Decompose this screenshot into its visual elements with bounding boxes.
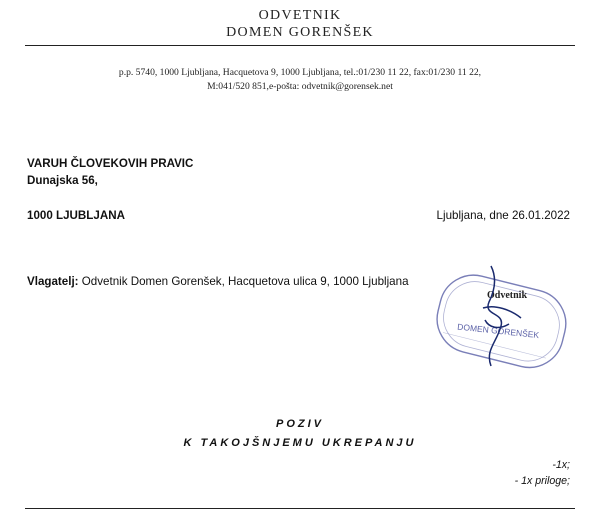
enclosure-copies: -1x; <box>552 459 570 471</box>
document-title-line-2: K TAKOJŠNJEMU UKREPANJU <box>183 437 417 449</box>
letterhead-firm-name: DOMEN GORENŠEK <box>226 25 374 40</box>
applicant-value: Odvetnik Domen Gorenšek, Hacquetova ulica 9, 1000 Ljubljana <box>78 275 409 288</box>
letterhead-contact-line-2: M:041/520 851,e-pošta: odvetnik@gorensek.net <box>207 81 393 92</box>
law-office-stamp <box>425 258 580 388</box>
letterhead-firm-type: ODVETNIK <box>258 8 342 23</box>
enclosure-attachments: - 1x priloge; <box>514 475 570 487</box>
document-title-line-1: POZIV <box>275 418 324 430</box>
recipient-street: Dunajska 56, <box>27 174 98 187</box>
recipient-city: 1000 LJUBLJANA <box>27 209 125 222</box>
recipient-name: VARUH ČLOVEKOVIH PRAVIC <box>27 157 194 170</box>
applicant-label: Vlagatelj: <box>27 275 79 288</box>
applicant-line <box>27 275 409 288</box>
bottom-divider <box>25 508 575 509</box>
stamp-top-text: Odvetnik <box>487 290 528 301</box>
letterhead-contact-line-1: p.p. 5740, 1000 Ljubljana, Hacquetova 9, 1000 Ljubljana, tel.:01/230 11 22, fax:01/230 11 22, <box>118 67 482 78</box>
date-line: Ljubljana, dne 26.01.2022 <box>436 209 570 222</box>
letterhead-divider <box>25 45 575 46</box>
stamp-middle-text: DOMEN GORENŠEK <box>456 321 540 341</box>
